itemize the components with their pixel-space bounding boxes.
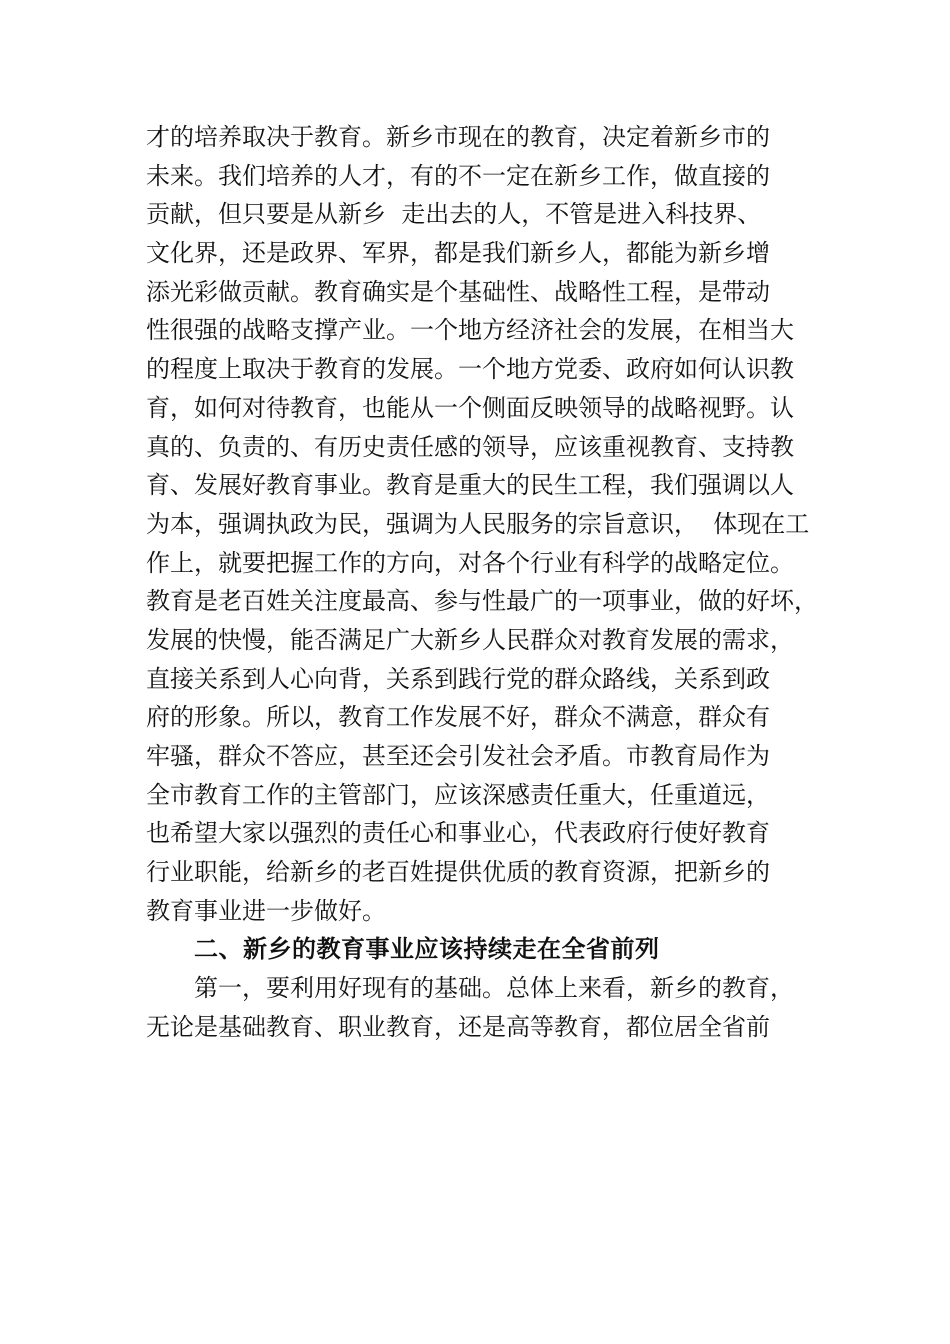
text-line: 育，如何对待教育，也能从一个侧面反映领导的战略视野。认 bbox=[146, 393, 794, 422]
text-line: 的程度上取决于教育的发展。一个地方党委、政府如何认识教 bbox=[146, 355, 794, 384]
text-line: 育、发展好教育事业。教育是重大的民生工程，我们强调以人 bbox=[146, 471, 794, 500]
text-line: 为本，强调执政为民，强调为人民服务的宗旨意识， 体现在工 bbox=[146, 509, 810, 538]
text-line: 添光彩做贡献。教育确实是个基础性、战略性工程，是带动 bbox=[146, 277, 770, 306]
text-line: 真的、负责的、有历史责任感的领导，应该重视教育、支持教 bbox=[146, 432, 794, 461]
section-heading: 二、新乡的教育事业应该持续走在全省前列 bbox=[194, 935, 660, 964]
text-line: 发展的快慢，能否满足广大新乡人民群众对教育发展的需求， bbox=[146, 625, 794, 654]
text-line: 直接关系到人心向背，关系到践行党的群众路线，关系到政 bbox=[146, 664, 770, 693]
text-line: 无论是基础教育、职业教育，还是高等教育，都位居全省前 bbox=[146, 1012, 770, 1041]
text-line: 作上，就要把握工作的方向，对各个行业有科学的战略定位。 bbox=[146, 548, 794, 577]
text-line: 未来。我们培养的人才，有的不一定在新乡工作，做直接的 bbox=[146, 161, 770, 190]
text-line: 性很强的战略支撑产业。一个地方经济社会的发展，在相当大 bbox=[146, 316, 794, 345]
text-line: 府的形象。所以，教育工作发展不好，群众不满意，群众有 bbox=[146, 703, 770, 732]
text-line: 才的培养取决于教育。新乡市现在的教育，决定着新乡市的 bbox=[146, 123, 770, 151]
text-line: 教育是老百姓关注度最高、参与性最广的一项事业，做的好坏， bbox=[146, 587, 818, 616]
text-line: 全市教育工作的主管部门，应该深感责任重大，任重道远， bbox=[146, 780, 770, 809]
text-line: 教育事业进一步做好。 bbox=[146, 896, 386, 925]
text-line: 第一，要利用好现有的基础。总体上来看，新乡的教育， bbox=[194, 974, 794, 1003]
text-line: 也希望大家以强烈的责任心和事业心，代表政府行使好教育 bbox=[146, 819, 770, 848]
document-body bbox=[146, 118, 846, 1047]
text-line: 文化界，还是政界、军界，都是我们新乡人，都能为新乡增 bbox=[146, 239, 770, 268]
text-line: 牢骚，群众不答应，甚至还会引发社会矛盾。市教育局作为 bbox=[146, 742, 770, 770]
text-line: 行业职能，给新乡的老百姓提供优质的教育资源，把新乡的 bbox=[146, 858, 770, 887]
text-line: 贡献，但只要是从新乡 走出去的人，不管是进入科技界、 bbox=[146, 200, 762, 229]
